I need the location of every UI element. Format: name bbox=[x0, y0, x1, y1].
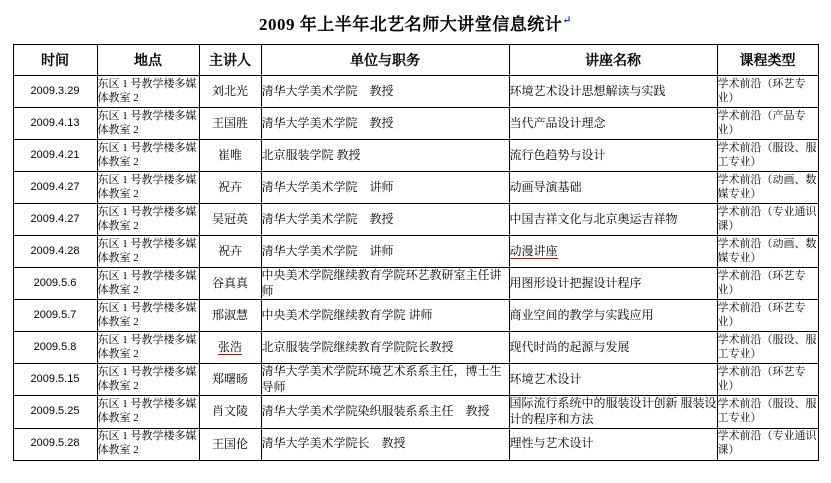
cell-place: 东区 1 号教学楼多媒体教室 2 bbox=[97, 428, 199, 460]
cell-unit: 清华大学美术学院 教授 bbox=[261, 108, 509, 140]
cell-place: 东区 1 号教学楼多媒体教室 2 bbox=[97, 332, 199, 364]
cell-place: 东区 1 号教学楼多媒体教室 2 bbox=[97, 364, 199, 396]
cell-type: 学术前沿（服设、服工专业） bbox=[717, 140, 818, 172]
cell-speaker bbox=[199, 332, 261, 364]
table-row bbox=[13, 140, 818, 172]
cell-type: 学术前沿（环艺专业） bbox=[717, 76, 818, 108]
paragraph-mark-icon: ↵ bbox=[562, 14, 572, 27]
table-header-row bbox=[13, 45, 818, 76]
cell-time: 2009.4.27 bbox=[13, 172, 97, 204]
column-header-time: 时间 bbox=[13, 45, 97, 76]
cell-unit: 北京服装学院 教授 bbox=[261, 140, 509, 172]
cell-lecture: 环境艺术设计思想解读与实践 bbox=[509, 76, 717, 108]
cell-place: 东区 1 号教学楼多媒体教室 2 bbox=[97, 268, 199, 300]
cell-place: 东区 1 号教学楼多媒体教室 2 bbox=[97, 140, 199, 172]
cell-type: 学术前沿（环艺专业） bbox=[717, 300, 818, 332]
cell-lecture: 流行色趋势与设计 bbox=[509, 140, 717, 172]
cell-lecture-text: 动漫讲座 bbox=[509, 243, 558, 258]
cell-type: 学术前沿（环艺专业） bbox=[717, 268, 818, 300]
cell-time: 2009.4.28 bbox=[13, 236, 97, 268]
cell-lecture: 用图形设计把握设计程序 bbox=[509, 268, 717, 300]
cell-lecture: 商业空间的教学与实践应用 bbox=[509, 300, 717, 332]
cell-time: 2009.5.6 bbox=[13, 268, 97, 300]
table-body bbox=[13, 76, 818, 461]
cell-speaker-text: 张浩 bbox=[217, 340, 242, 355]
cell-place: 东区 1 号教学楼多媒体教室 2 bbox=[97, 236, 199, 268]
cell-unit: 清华大学美术学院环境艺术系系主任，博士生导师 bbox=[261, 364, 509, 396]
cell-unit: 清华大学美术学院染织服装系系主任 教授 bbox=[261, 396, 509, 428]
cell-time: 2009.5.8 bbox=[13, 332, 97, 364]
cell-place: 东区 1 号教学楼多媒体教室 2 bbox=[97, 300, 199, 332]
cell-unit: 清华大学美术学院 教授 bbox=[261, 76, 509, 108]
cell-lecture: 环境艺术设计 bbox=[509, 364, 717, 396]
cell-time: 2009.5.15 bbox=[13, 364, 97, 396]
cell-speaker: 祝卉 bbox=[199, 236, 261, 268]
table-row bbox=[13, 332, 818, 364]
cell-place: 东区 1 号教学楼多媒体教室 2 bbox=[97, 76, 199, 108]
table-row bbox=[13, 428, 818, 460]
cell-speaker: 崔唯 bbox=[199, 140, 261, 172]
page-title bbox=[0, 0, 831, 44]
cell-lecture: 现代时尚的起源与发展 bbox=[509, 332, 717, 364]
cell-place: 东区 1 号教学楼多媒体教室 2 bbox=[97, 172, 199, 204]
cell-lecture bbox=[509, 236, 717, 268]
cell-lecture: 理性与艺术设计 bbox=[509, 428, 717, 460]
table-row bbox=[13, 172, 818, 204]
cell-time: 2009.4.21 bbox=[13, 140, 97, 172]
table-row bbox=[13, 204, 818, 236]
cell-speaker: 王国胜 bbox=[199, 108, 261, 140]
cell-speaker: 邢淑慧 bbox=[199, 300, 261, 332]
cell-unit: 清华大学美术学院 教授 bbox=[261, 204, 509, 236]
column-header-unit: 单位与职务 bbox=[261, 45, 509, 76]
cell-speaker: 郑曙旸 bbox=[199, 364, 261, 396]
cell-type: 学术前沿（服设、服工专业） bbox=[717, 396, 818, 428]
table-row bbox=[13, 364, 818, 396]
cell-speaker: 肖文陵 bbox=[199, 396, 261, 428]
column-header-type: 课程类型 bbox=[717, 45, 818, 76]
table-row bbox=[13, 396, 818, 428]
cell-speaker: 刘北光 bbox=[199, 76, 261, 108]
column-header-lecture: 讲座名称 bbox=[509, 45, 717, 76]
cell-type: 学术前沿（专业通识课） bbox=[717, 204, 818, 236]
table-row bbox=[13, 268, 818, 300]
page-title-text: 2009 年上半年北艺名师大讲堂信息统计 bbox=[259, 15, 563, 34]
cell-type: 学术前沿（产品专业） bbox=[717, 108, 818, 140]
table-row bbox=[13, 300, 818, 332]
cell-unit: 清华大学美术学院长 教授 bbox=[261, 428, 509, 460]
cell-unit: 中央美术学院继续教育学院环艺教研室主任讲师 bbox=[261, 268, 509, 300]
cell-time: 2009.5.7 bbox=[13, 300, 97, 332]
cell-lecture: 国际流行系统中的服装设计创新 服装设计的程序和方法 bbox=[509, 396, 717, 428]
cell-unit: 清华大学美术学院 讲师 bbox=[261, 236, 509, 268]
cell-type: 学术前沿（动画、数媒专业） bbox=[717, 236, 818, 268]
cell-type: 学术前沿（专业通识课） bbox=[717, 428, 818, 460]
table-row bbox=[13, 108, 818, 140]
cell-type: 学术前沿（服设、服工专业） bbox=[717, 332, 818, 364]
cell-lecture: 动画导演基础 bbox=[509, 172, 717, 204]
table-row bbox=[13, 76, 818, 108]
lecture-info-table bbox=[13, 44, 819, 461]
cell-time: 2009.3.29 bbox=[13, 76, 97, 108]
cell-type: 学术前沿（环艺专业） bbox=[717, 364, 818, 396]
cell-place: 东区 1 号教学楼多媒体教室 2 bbox=[97, 204, 199, 236]
cell-time: 2009.4.27 bbox=[13, 204, 97, 236]
cell-speaker: 谷真真 bbox=[199, 268, 261, 300]
table-row bbox=[13, 236, 818, 268]
cell-unit: 北京服装学院继续教育学院院长教授 bbox=[261, 332, 509, 364]
cell-place: 东区 1 号教学楼多媒体教室 2 bbox=[97, 396, 199, 428]
cell-time: 2009.5.25 bbox=[13, 396, 97, 428]
cell-unit: 中央美术学院继续教育学院 讲师 bbox=[261, 300, 509, 332]
cell-time: 2009.5.28 bbox=[13, 428, 97, 460]
cell-unit: 清华大学美术学院 讲师 bbox=[261, 172, 509, 204]
cell-place: 东区 1 号教学楼多媒体教室 2 bbox=[97, 108, 199, 140]
cell-lecture: 中国吉祥文化与北京奥运吉祥物 bbox=[509, 204, 717, 236]
column-header-speaker: 主讲人 bbox=[199, 45, 261, 76]
cell-speaker: 王国伦 bbox=[199, 428, 261, 460]
cell-speaker: 祝卉 bbox=[199, 172, 261, 204]
cell-speaker: 吴冠英 bbox=[199, 204, 261, 236]
cell-time: 2009.4.13 bbox=[13, 108, 97, 140]
cell-type: 学术前沿（动画、数媒专业） bbox=[717, 172, 818, 204]
column-header-place: 地点 bbox=[97, 45, 199, 76]
cell-lecture: 当代产品设计理念 bbox=[509, 108, 717, 140]
